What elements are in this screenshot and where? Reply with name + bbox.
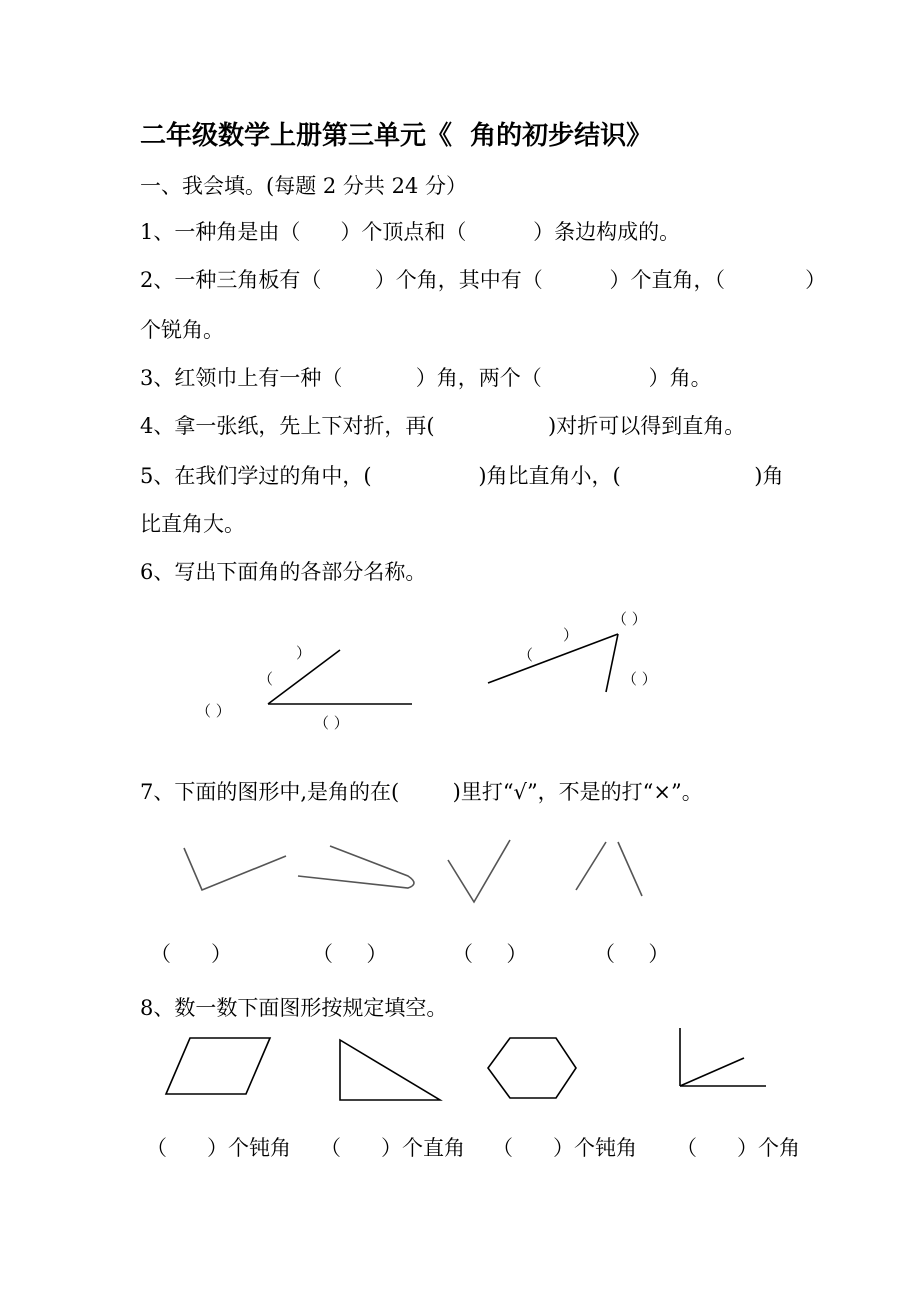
question-3: 3、红领巾上有一种（ ）角，两个（ ）角。 [140, 366, 712, 390]
q7-figure-4 [576, 842, 642, 896]
question-5-continued: 比直角大。 [140, 512, 245, 536]
question-7: 7、下面的图形中,是角的在( )里打“√”，不是的打“×”。 [140, 780, 703, 804]
q6-fig2-side-blank: （ ） [622, 670, 657, 688]
q8-parallelogram [166, 1038, 270, 1094]
question-2: 2、一种三角板有（ ）个角，其中有（ ）个直角，（ ） [140, 268, 827, 292]
q7-figure-1 [184, 848, 286, 890]
q6-angle-figure-1 [196, 644, 412, 732]
q6-fig1-arc-upper: ） [296, 644, 312, 662]
q7-figure-3 [448, 840, 510, 902]
question-1: 1、一种角是由（ ）个顶点和（ ）条边构成的。 [140, 220, 681, 244]
section-heading: 一、我会填。(每题 2 分共 24 分） [140, 174, 467, 198]
q6-fig1-vertex-blank: （ ） [196, 702, 231, 720]
q6-fig2-arc-left: （ [518, 646, 534, 664]
q8-answer-2: （ ）个直角 [320, 1136, 466, 1160]
q7-blank-4: （ ） [594, 942, 670, 966]
q6-angle-figure-2 [488, 610, 657, 692]
q8-answer-3: （ ）个钝角 [492, 1136, 638, 1160]
q6-fig1-arc-lower: （ [258, 670, 274, 688]
page-title: 二年级数学上册第三单元《 角的初步结识》 [140, 121, 653, 151]
q7-blank-2: （ ） [312, 942, 388, 966]
q8-answer-1: （ ）个钝角 [146, 1136, 292, 1160]
q7-blank-1: （ ） [150, 942, 233, 966]
q6-fig1-side-blank: （ ） [314, 714, 349, 732]
question-4: 4、拿一张纸，先上下对折，再( )对折可以得到直角。 [140, 414, 746, 438]
question-6: 6、写出下面角的各部分名称。 [140, 560, 427, 584]
q6-fig2-top-blank: （ ） [612, 610, 647, 628]
question-5: 5、在我们学过的角中，( )角比直角小，( )角 [140, 464, 784, 488]
q7-figure-2 [298, 846, 414, 888]
question-2-continued: 个锐角。 [140, 318, 224, 342]
q8-answer-4: （ ）个角 [676, 1136, 801, 1160]
q7-blank-3: （ ） [452, 942, 528, 966]
q8-right-triangle [340, 1040, 440, 1100]
q8-angle [680, 1028, 766, 1086]
q8-hexagon [488, 1038, 576, 1098]
q6-fig2-arc-right: ） [563, 626, 579, 644]
question-8: 8、数一数下面图形按规定填空。 [140, 996, 448, 1020]
